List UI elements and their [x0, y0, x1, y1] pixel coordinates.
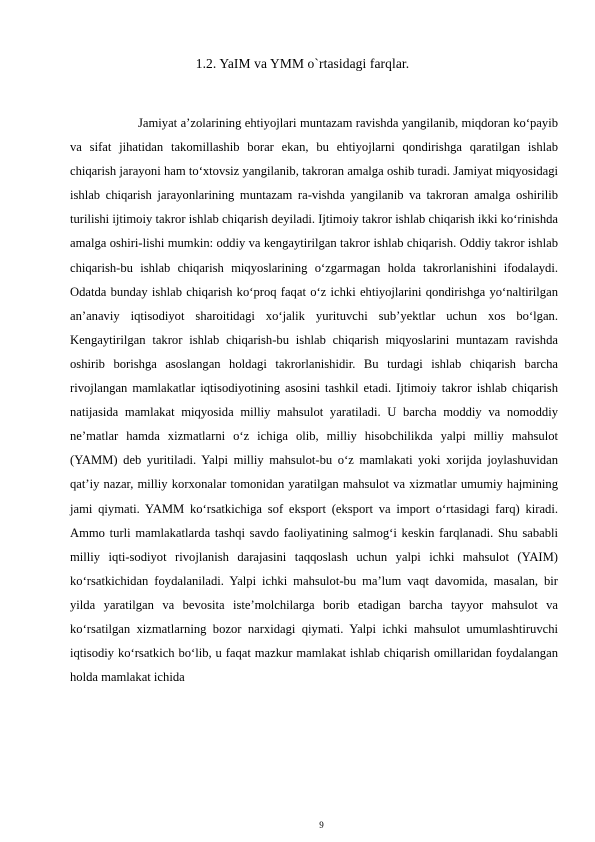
body-paragraph: Jamiyat a’zolarining ehtiyojlari muntazam ravishda yangilanib, miqdoran ko‘payib va sifat jihatidan takomillashib borar ekan, bu ehtiyojlarni qondirishga qaratilgan ishlab chiqarish jarayoni ham to‘xtovsiz yangilanib, takroran amalga oshib turadi. Jamiyat miqyosidagi ishlab chiqarish jarayonlarining muntazam ra-vishda yangilanib va takroran amalga oshirilib turilishi ijtimoiy takror ishlab chiqarish deyiladi. Ijtimoiy takror ishlab chiqarish ikki ko‘rinishda amalga oshiri-lishi mumkin: oddiy va kengaytirilgan takror ishlab chiqarish. Oddiy takror ishlab chiqarish-bu ishlab chiqarish miqyoslarining o‘zgarmagan holda takrorlanishini ifodalaydi. Odatda bunday ishlab chiqarish ko‘proq faqat o‘z ichki ehtiyojlarini qondirishga yo‘naltirilgan an’anaviy iqtisodiyot sharoitidagi xo‘jalik yurituvchi sub’yektlar uchun xos bo‘lgan. Kengaytirilgan takror ishlab chiqarish-bu ishlab chiqarish miqyoslarini muntazam ravishda oshirib borishga asoslangan holdagi takrorlanishidir. Bu turdagi ishlab chiqarish barcha rivojlangan mamlakatlar iqtisodiyotining asosini tashkil etadi. Ijtimoiy takror ishlab chiqarish natijasida mamlakat miqyosida milliy mahsulot yaratiladi. U barcha moddiy va nomoddiy ne’matlar hamda xizmatlarni o‘z ichiga olib, milliy hisobchilikda yalpi milliy mahsulot (YAMM) deb yuritiladi. Yalpi milliy mahsulot-bu o‘z mamlakati yoki xorijda joylashuvidan qat’iy nazar, milliy korxonalar tomonidan yaratilgan mahsulot va xizmatlar umumiy hajmining jami qiymati. YAMM ko‘rsatkichiga sof eksport (eksport va import o‘rtasidagi farq) kiradi. Ammo turli mamlakatlarda tashqi savdo faoliyatining salmog‘i keskin farqlanadi. Shu sababli milliy iqti-sodiyot rivojlanish darajasini taqqoslash uchun yalpi ichki mahsulot (YAIM) ko‘rsatkichidan foydalaniladi. Yalpi ichki mahsulot-bu ma’lum vaqt davomida, masalan, bir yilda yaratilgan va bevosita iste’molchilarga borib etadigan barcha tayyor mahsulot va ko‘rsatilgan xizmatlarning bozor narxidagi qiymati. Yalpi ichki mahsulot umumlashtiruvchi iqtisodiy ko‘rsatkich bo‘lib, u faqat mazkur mamlakat ishlab chiqarish omillaridan foydalangan holda mamlakat ichida	[70, 116, 558, 685]
section-heading: 1.2. YaIM va YMM o`rtasidagi farqlar.	[195, 56, 410, 71]
page-number: 9	[319, 820, 324, 830]
